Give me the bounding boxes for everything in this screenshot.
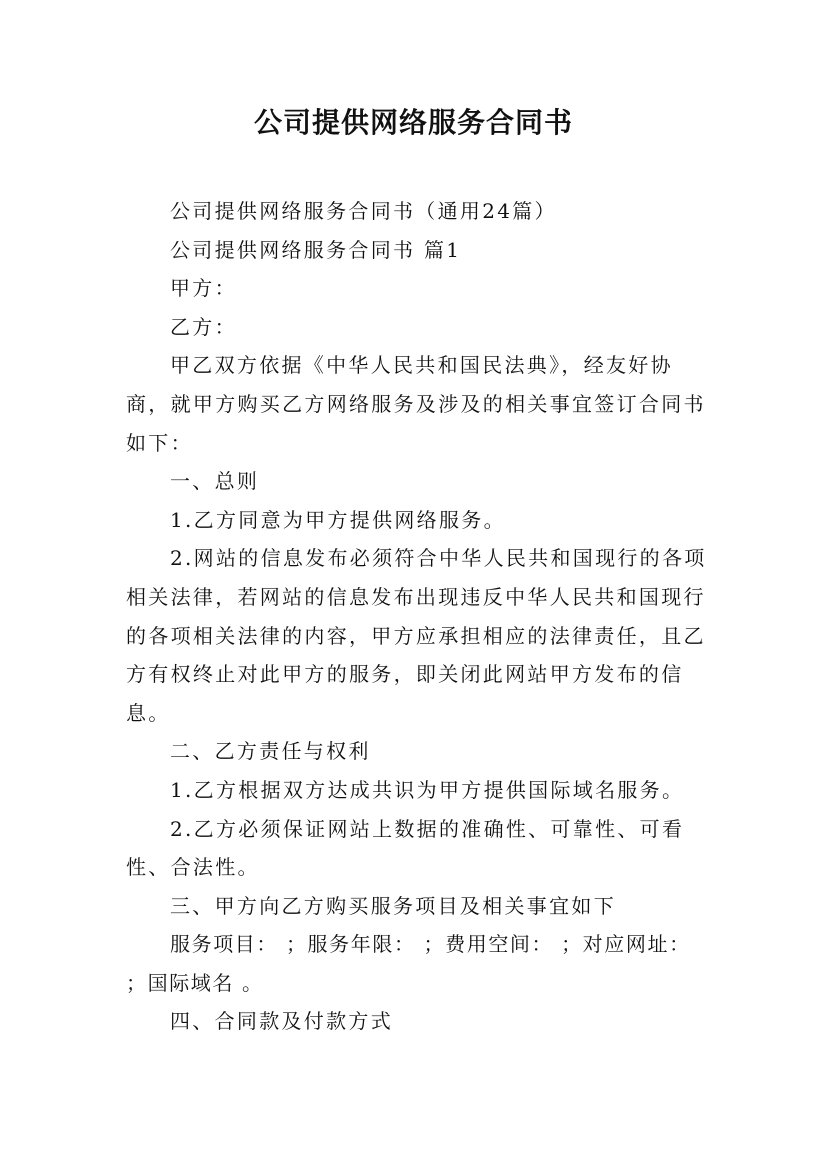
paragraph-duties-1: 1.乙方根据双方达成共识为甲方提供国际域名服务。: [170, 777, 685, 802]
paragraph-duties-2: 2.乙方必须保证网站上数据的准确性、可靠性、可看性、合法性。: [126, 816, 685, 880]
document-body: [126, 192, 716, 1041]
paragraph-general-1: 1.乙方同意为甲方提供网络服务。: [170, 507, 506, 532]
paragraph-service-items: 服务项目： ；服务年限： ；费用空间： ；对应网址： ；国际域名 。: [126, 932, 691, 995]
section-heading-services: 三、甲方向乙方购买服务项目及相关事宜如下: [170, 893, 616, 918]
paragraph-article-heading: 公司提供网络服务合同书 篇1: [170, 237, 462, 262]
paragraph-party-a: 甲方：: [170, 276, 237, 301]
document-title: 公司提供网络服务合同书: [253, 106, 573, 139]
paragraph-collection-title: 公司提供网络服务合同书（通用24篇）: [170, 199, 557, 223]
paragraph-preamble: 甲乙双方依据《中华人民共和国民法典》，经友好协商，就甲方购买乙方网络服务及涉及的相关事宜签订合同书如下：: [126, 353, 706, 455]
section-heading-payment: 四、合同款及付款方式: [170, 1009, 393, 1034]
section-heading-general: 一、总则: [170, 469, 260, 494]
paragraph-general-2: 2.网站的信息发布必须符合中华人民共和国现行的各项相关法律，若网站的信息发布出现违反中华人民共和国现行的各项相关法律的内容，甲方应承担相应的法律责任，且乙方有权终止对此甲方的服务，即关闭此网站甲方发布的信息。: [126, 546, 707, 725]
section-heading-party-b-duties: 二、乙方责任与权利: [170, 739, 371, 764]
paragraph-party-b: 乙方：: [170, 314, 237, 339]
